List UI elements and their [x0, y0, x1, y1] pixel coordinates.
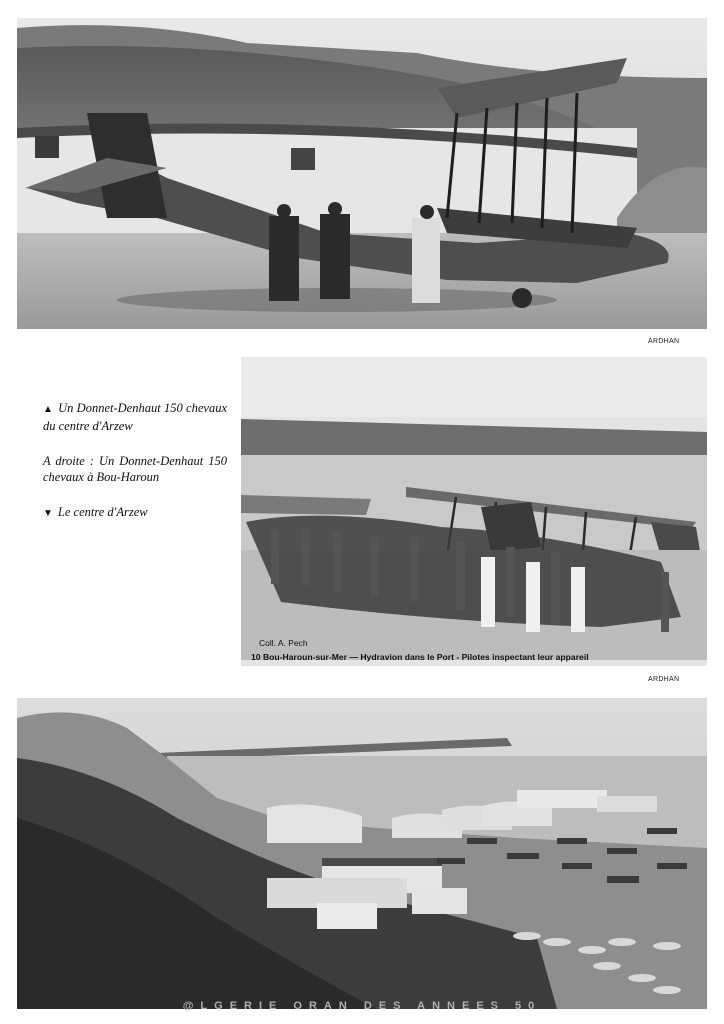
photo-credit-middle: ARDHAN — [648, 676, 680, 683]
postcard-illustration — [241, 357, 707, 666]
photo-postcard-bou-haroun — [241, 357, 707, 666]
caption-text: Le centre d'Arzew — [57, 505, 148, 519]
captions-block — [43, 400, 227, 541]
photo-credit-top: ARDHAN — [648, 338, 680, 345]
triangle-down-icon: ▼ — [43, 508, 53, 519]
postcard-caption: 10 Bou-Haroun-sur-Mer — Hydravion dans le Port - Pilotes inspectant leur appareil — [251, 652, 589, 662]
photo-centre-arzew — [17, 698, 707, 1009]
seaplane-hangar-illustration — [17, 18, 707, 329]
page-watermark-footer: @LGERIE ORAN DES ANNEES 50 — [182, 1000, 542, 1012]
caption-text: A droite : Un Donnet-Denhaut 150 chevaux à Bou-Haroun — [43, 454, 227, 484]
caption-top-photo — [43, 400, 227, 434]
postcard-collection: Coll. A. Pech — [259, 638, 308, 648]
triangle-up-icon: ▲ — [43, 404, 54, 415]
caption-bottom-photo — [43, 504, 227, 522]
photo-seaplane-arzew — [17, 18, 707, 329]
harbour-illustration — [17, 698, 707, 1009]
caption-right-photo — [43, 453, 227, 485]
caption-text: Un Donnet-Denhaut 150 chevaux du centre d'Arzew — [43, 401, 227, 433]
